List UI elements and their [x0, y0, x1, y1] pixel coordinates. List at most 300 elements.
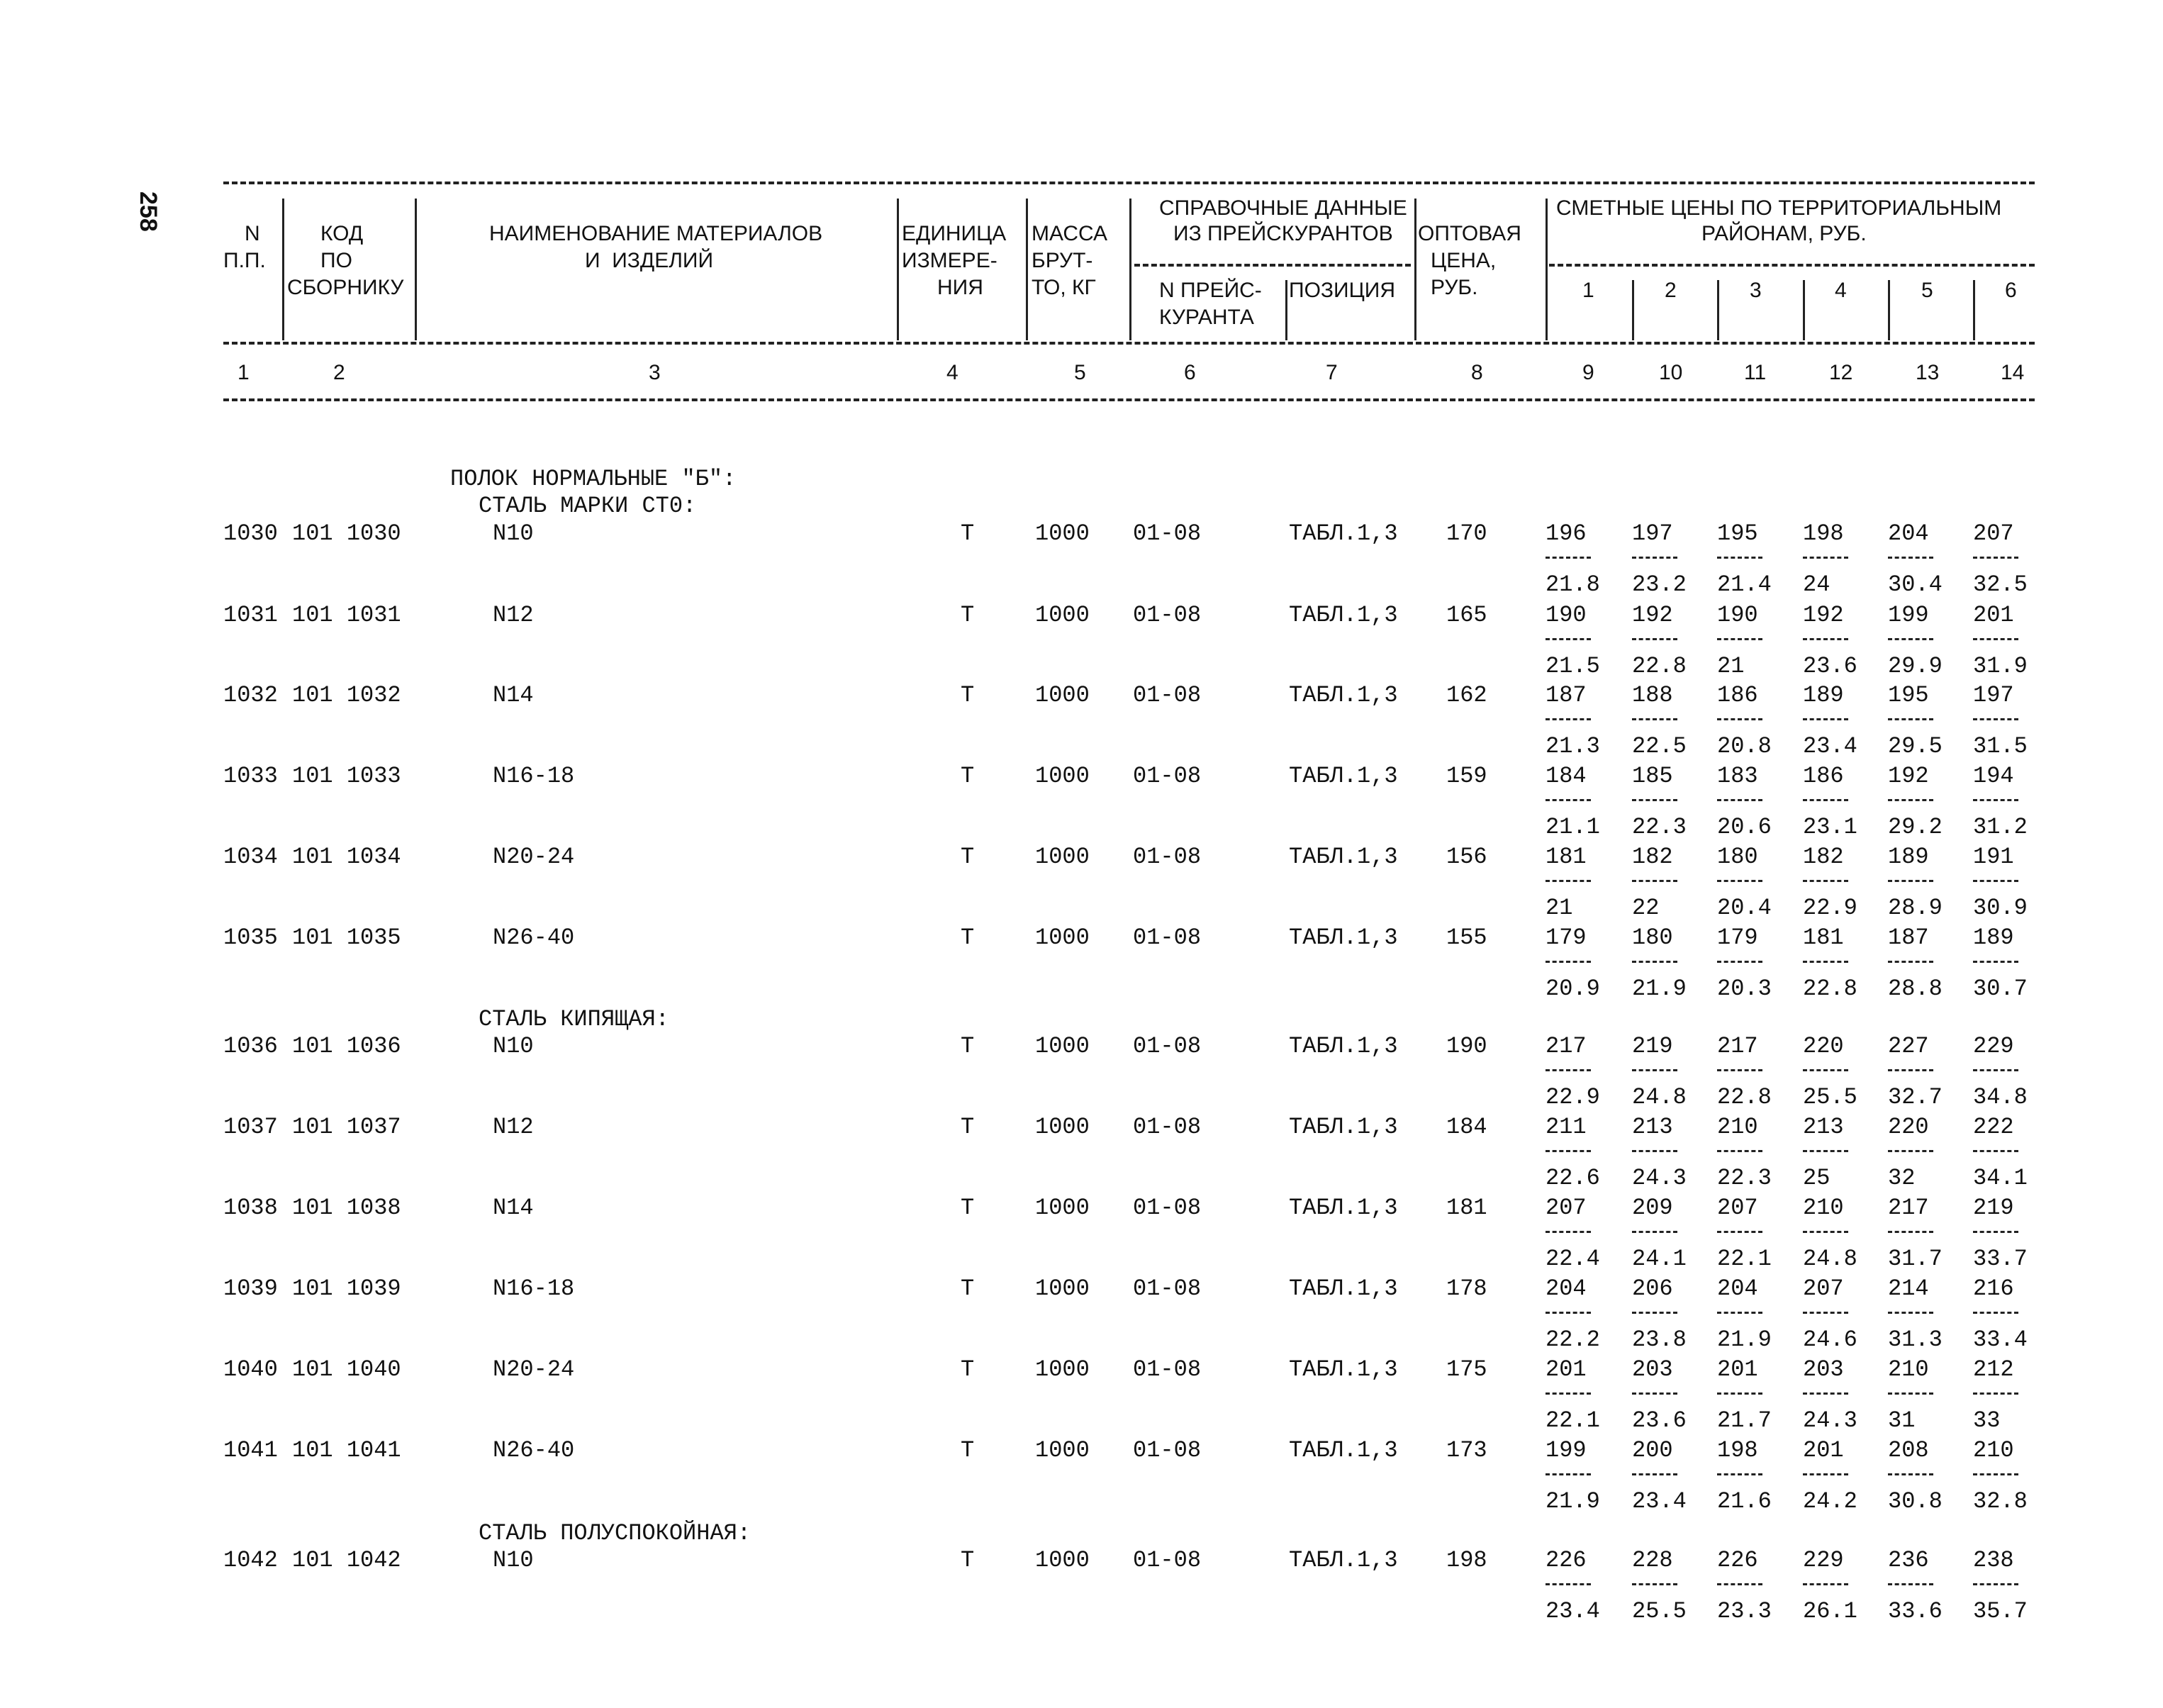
fraction-bar [1888, 1069, 1933, 1071]
region-price-bottom: 31 [1888, 1407, 1916, 1434]
region-price-bottom: 32.8 [1973, 1488, 2028, 1514]
header-np-line2: П.П. [223, 249, 266, 272]
fraction-bar [1973, 1150, 2018, 1152]
fraction-bar [1546, 1069, 1591, 1071]
region-price-top: 201 [1973, 602, 2014, 628]
row-pricelist: 01-08 [1133, 1356, 1202, 1383]
header-ref-line2: ИЗ ПРЕЙСКУРАНТОВ [1173, 222, 1393, 245]
row-wholesale-price: 156 [1446, 844, 1487, 870]
row-position: ТАБЛ.1,3 [1289, 844, 1398, 870]
fraction-bar [1717, 1312, 1762, 1314]
row-mass: 1000 [1035, 1195, 1090, 1221]
colnum-2: 2 [333, 361, 345, 384]
region-price-top: 212 [1973, 1356, 2014, 1383]
region-price-bottom: 29.5 [1888, 733, 1943, 759]
region-price-top: 195 [1717, 520, 1758, 547]
region-price-top: 196 [1546, 520, 1587, 547]
fraction-bar [1973, 799, 2018, 801]
row-unit: Т [961, 1114, 975, 1140]
header-name-line2: И ИЗДЕЛИЙ [585, 249, 714, 272]
region-price-bottom: 23.4 [1803, 733, 1857, 759]
region-price-top: 228 [1632, 1547, 1673, 1573]
row-number: 1033 [223, 763, 278, 789]
row-pricelist: 01-08 [1133, 1195, 1202, 1221]
row-mass: 1000 [1035, 682, 1090, 708]
fraction-bar [1546, 718, 1591, 720]
region-price-bottom: 20.6 [1717, 814, 1772, 840]
fraction-bar [1803, 799, 1848, 801]
row-code: 101 1034 [292, 844, 401, 870]
region-price-top: 192 [1632, 602, 1673, 628]
fraction-bar [1717, 961, 1762, 963]
row-name: N12 [493, 1114, 534, 1140]
region-price-bottom: 22.1 [1717, 1246, 1772, 1272]
region-price-top: 181 [1546, 844, 1587, 870]
region-price-bottom: 23.6 [1803, 653, 1857, 679]
region-price-top: 199 [1888, 602, 1929, 628]
fraction-bar [1546, 1312, 1591, 1314]
region-price-top: 208 [1888, 1437, 1929, 1463]
region-price-bottom: 21.6 [1717, 1488, 1772, 1514]
header-sep [415, 199, 417, 340]
region-price-bottom: 30.9 [1973, 895, 2028, 921]
fraction-bar [1803, 1473, 1848, 1475]
region-price-bottom: 21.4 [1717, 571, 1772, 598]
region-price-top: 190 [1717, 602, 1758, 628]
region-price-bottom: 22.3 [1632, 814, 1687, 840]
region-price-bottom: 24.6 [1803, 1327, 1857, 1353]
row-code: 101 1030 [292, 520, 401, 547]
row-name: N14 [493, 1195, 534, 1221]
header-mass-line1: МАССА [1032, 222, 1108, 245]
region-price-top: 204 [1546, 1276, 1587, 1302]
region-price-bottom: 21 [1546, 895, 1573, 921]
row-wholesale-price: 159 [1446, 763, 1487, 789]
fraction-bar [1803, 557, 1848, 559]
header-sep [1717, 280, 1719, 340]
fraction-bar [1546, 1392, 1591, 1395]
fraction-bar [1632, 880, 1677, 882]
fraction-bar [1973, 718, 2018, 720]
region-price-bottom: 22.6 [1546, 1165, 1600, 1191]
colnum-10: 10 [1659, 361, 1683, 384]
header-price-line3: РУБ. [1431, 276, 1478, 299]
fraction-bar [1888, 1473, 1933, 1475]
header-sep [1026, 199, 1028, 340]
fraction-bar [1546, 1231, 1591, 1233]
region-price-bottom: 20.8 [1717, 733, 1772, 759]
region-price-top: 200 [1632, 1437, 1673, 1463]
region-price-top: 179 [1717, 925, 1758, 951]
header-mass-line3: ТО, КГ [1032, 276, 1096, 299]
fraction-bar [1632, 718, 1677, 720]
row-pricelist: 01-08 [1133, 602, 1202, 628]
row-mass: 1000 [1035, 844, 1090, 870]
region-price-top: 184 [1546, 763, 1587, 789]
header-region-6: 6 [2005, 279, 2017, 302]
header-ref-n-line2: КУРАНТА [1159, 306, 1254, 329]
fraction-bar [1973, 961, 2018, 963]
row-pricelist: 01-08 [1133, 1033, 1202, 1059]
region-price-top: 213 [1632, 1114, 1673, 1140]
header-unit-line3: НИЯ [937, 276, 983, 299]
region-price-bottom: 22.3 [1717, 1165, 1772, 1191]
header-mid-rule [223, 342, 2035, 345]
header-sep [1888, 280, 1890, 340]
region-price-bottom: 23.1 [1803, 814, 1857, 840]
region-price-bottom: 31.9 [1973, 653, 2028, 679]
region-price-top: 204 [1888, 520, 1929, 547]
fraction-bar [1717, 1583, 1762, 1585]
header-ref-pos: ПОЗИЦИЯ [1289, 279, 1395, 302]
row-code: 101 1037 [292, 1114, 401, 1140]
colnum-9: 9 [1582, 361, 1594, 384]
region-price-bottom: 25.5 [1803, 1084, 1857, 1110]
header-kod-line2: ПО [320, 249, 352, 272]
region-price-top: 238 [1973, 1547, 2014, 1573]
fraction-bar [1888, 961, 1933, 963]
header-np-line1: N [245, 222, 260, 245]
region-price-top: 217 [1888, 1195, 1929, 1221]
fraction-bar [1717, 1069, 1762, 1071]
region-price-bottom: 31.5 [1973, 733, 2028, 759]
fraction-bar [1888, 1231, 1933, 1233]
region-price-top: 195 [1888, 682, 1929, 708]
region-price-top: 189 [1973, 925, 2014, 951]
region-price-bottom: 22.4 [1546, 1246, 1600, 1272]
fraction-bar [1717, 1150, 1762, 1152]
row-pricelist: 01-08 [1133, 1437, 1202, 1463]
fraction-bar [1632, 1583, 1677, 1585]
fraction-bar [1803, 1069, 1848, 1071]
region-price-bottom: 23.8 [1632, 1327, 1687, 1353]
region-price-top: 210 [1717, 1114, 1758, 1140]
region-price-top: 229 [1973, 1033, 2014, 1059]
row-mass: 1000 [1035, 520, 1090, 547]
region-price-bottom: 32 [1888, 1165, 1916, 1191]
region-price-bottom: 20.9 [1546, 976, 1600, 1002]
region-price-top: 198 [1803, 520, 1844, 547]
region-price-bottom: 21.8 [1546, 571, 1600, 598]
region-price-top: 187 [1888, 925, 1929, 951]
region-price-bottom: 28.8 [1888, 976, 1943, 1002]
fraction-bar [1888, 1312, 1933, 1314]
region-price-top: 199 [1546, 1437, 1587, 1463]
row-position: ТАБЛ.1,3 [1289, 763, 1398, 789]
region-price-bottom: 26.1 [1803, 1598, 1857, 1624]
fraction-bar [1888, 880, 1933, 882]
region-price-bottom: 33.6 [1888, 1598, 1943, 1624]
row-wholesale-price: 155 [1446, 925, 1487, 951]
header-sep [1129, 199, 1131, 340]
region-price-bottom: 35.7 [1973, 1598, 2028, 1624]
row-unit: Т [961, 520, 975, 547]
region-price-bottom: 24 [1803, 571, 1831, 598]
colnum-11: 11 [1744, 361, 1767, 384]
header-sep [1285, 280, 1287, 340]
header-sep [1803, 280, 1805, 340]
row-code: 101 1036 [292, 1033, 401, 1059]
header-region-2: 2 [1665, 279, 1677, 302]
row-number: 1040 [223, 1356, 278, 1383]
row-mass: 1000 [1035, 1547, 1090, 1573]
row-code: 101 1040 [292, 1356, 401, 1383]
region-price-bottom: 24.3 [1803, 1407, 1857, 1434]
region-price-top: 209 [1632, 1195, 1673, 1221]
fraction-bar [1546, 880, 1591, 882]
row-position: ТАБЛ.1,3 [1289, 520, 1398, 547]
fraction-bar [1632, 1069, 1677, 1071]
row-unit: Т [961, 682, 975, 708]
region-price-top: 192 [1888, 763, 1929, 789]
region-price-bottom: 33.7 [1973, 1246, 2028, 1272]
fraction-bar [1632, 1312, 1677, 1314]
row-number: 1042 [223, 1547, 278, 1573]
region-price-top: 227 [1888, 1033, 1929, 1059]
region-price-top: 187 [1546, 682, 1587, 708]
fraction-bar [1717, 1473, 1762, 1475]
row-number: 1041 [223, 1437, 278, 1463]
row-position: ТАБЛ.1,3 [1289, 682, 1398, 708]
region-price-bottom: 30.7 [1973, 976, 2028, 1002]
region-price-bottom: 23.4 [1632, 1488, 1687, 1514]
row-position: ТАБЛ.1,3 [1289, 1276, 1398, 1302]
colnum-4: 4 [946, 361, 958, 384]
region-price-bottom: 24.2 [1803, 1488, 1857, 1514]
row-wholesale-price: 175 [1446, 1356, 1487, 1383]
row-number: 1034 [223, 844, 278, 870]
row-unit: Т [961, 925, 975, 951]
region-price-top: 219 [1632, 1033, 1673, 1059]
row-name: N10 [493, 1547, 534, 1573]
fraction-bar [1888, 557, 1933, 559]
region-price-top: 207 [1546, 1195, 1587, 1221]
region-price-bottom: 22.8 [1632, 653, 1687, 679]
row-pricelist: 01-08 [1133, 1114, 1202, 1140]
row-wholesale-price: 190 [1446, 1033, 1487, 1059]
row-code: 101 1032 [292, 682, 401, 708]
region-price-top: 216 [1973, 1276, 2014, 1302]
region-price-top: 188 [1632, 682, 1673, 708]
region-price-bottom: 30.4 [1888, 571, 1943, 598]
colnum-14: 14 [2001, 361, 2025, 384]
fraction-bar [1546, 557, 1591, 559]
region-price-bottom: 22.9 [1546, 1084, 1600, 1110]
row-name: N26-40 [493, 1437, 575, 1463]
row-pricelist: 01-08 [1133, 682, 1202, 708]
row-position: ТАБЛ.1,3 [1289, 602, 1398, 628]
fraction-bar [1973, 557, 2018, 559]
region-price-top: 210 [1803, 1195, 1844, 1221]
region-price-bottom: 33.4 [1973, 1327, 2028, 1353]
fraction-bar [1803, 961, 1848, 963]
region-price-top: 213 [1803, 1114, 1844, 1140]
fraction-bar [1888, 1392, 1933, 1395]
region-price-bottom: 22.1 [1546, 1407, 1600, 1434]
row-name: N16-18 [493, 763, 575, 789]
fraction-bar [1632, 799, 1677, 801]
region-price-top: 220 [1803, 1033, 1844, 1059]
fraction-bar [1973, 1312, 2018, 1314]
row-code: 101 1031 [292, 602, 401, 628]
region-price-top: 219 [1973, 1195, 2014, 1221]
row-mass: 1000 [1035, 763, 1090, 789]
header-price-line1: ОПТОВАЯ [1418, 222, 1521, 245]
row-wholesale-price: 170 [1446, 520, 1487, 547]
header-regions-line2: РАЙОНАМ, РУБ. [1701, 222, 1867, 245]
row-unit: Т [961, 1033, 975, 1059]
region-price-top: 198 [1717, 1437, 1758, 1463]
region-price-top: 217 [1717, 1033, 1758, 1059]
region-price-bottom: 23.3 [1717, 1598, 1772, 1624]
header-top-rule [223, 182, 2035, 184]
region-price-top: 190 [1546, 602, 1587, 628]
colnum-1: 1 [237, 361, 250, 384]
region-price-bottom: 24.1 [1632, 1246, 1687, 1272]
row-number: 1037 [223, 1114, 278, 1140]
region-price-top: 207 [1803, 1276, 1844, 1302]
region-price-bottom: 25.5 [1632, 1598, 1687, 1624]
row-mass: 1000 [1035, 1114, 1090, 1140]
region-price-bottom: 20.4 [1717, 895, 1772, 921]
fraction-bar [1803, 880, 1848, 882]
row-number: 1035 [223, 925, 278, 951]
row-mass: 1000 [1035, 1033, 1090, 1059]
region-price-top: 180 [1632, 925, 1673, 951]
fraction-bar [1546, 638, 1591, 640]
row-name: N10 [493, 1033, 534, 1059]
row-mass: 1000 [1035, 1276, 1090, 1302]
region-price-bottom: 21.9 [1546, 1488, 1600, 1514]
header-sep [897, 199, 899, 340]
fraction-bar [1888, 1150, 1933, 1152]
row-unit: Т [961, 1547, 975, 1573]
header-region-4: 4 [1835, 279, 1847, 302]
row-position: ТАБЛ.1,3 [1289, 1437, 1398, 1463]
region-price-top: 236 [1888, 1547, 1929, 1573]
fraction-bar [1717, 1231, 1762, 1233]
fraction-bar [1717, 1392, 1762, 1395]
fraction-bar [1632, 1392, 1677, 1395]
row-number: 1030 [223, 520, 278, 547]
row-unit: Т [961, 1276, 975, 1302]
row-unit: Т [961, 1356, 975, 1383]
fraction-bar [1973, 1231, 2018, 1233]
region-price-bottom: 21.5 [1546, 653, 1600, 679]
row-name: N26-40 [493, 925, 575, 951]
row-code: 101 1042 [292, 1547, 401, 1573]
row-unit: Т [961, 844, 975, 870]
row-number: 1031 [223, 602, 278, 628]
region-price-top: 182 [1803, 844, 1844, 870]
colnum-8: 8 [1471, 361, 1483, 384]
header-ref-line1: СПРАВОЧНЫЕ ДАННЫЕ [1159, 196, 1407, 220]
region-price-bottom: 21.3 [1546, 733, 1600, 759]
region-price-top: 189 [1888, 844, 1929, 870]
region-price-bottom: 28.9 [1888, 895, 1943, 921]
fraction-bar [1546, 1473, 1591, 1475]
page-number: 258 [135, 191, 162, 232]
colnum-6: 6 [1184, 361, 1196, 384]
region-price-bottom: 23.2 [1632, 571, 1687, 598]
region-price-bottom: 31.2 [1973, 814, 2028, 840]
header-unit-line1: ЕДИНИЦА [902, 222, 1007, 245]
fraction-bar [1632, 1150, 1677, 1152]
row-pricelist: 01-08 [1133, 520, 1202, 547]
region-price-top: 214 [1888, 1276, 1929, 1302]
header-region-1: 1 [1582, 279, 1594, 302]
fraction-bar [1717, 799, 1762, 801]
header-kod-line1: КОД [320, 222, 364, 245]
region-price-bottom: 22.8 [1717, 1084, 1772, 1110]
region-price-top: 222 [1973, 1114, 2014, 1140]
row-name: N20-24 [493, 844, 575, 870]
fraction-bar [1717, 638, 1762, 640]
region-price-top: 229 [1803, 1547, 1844, 1573]
region-price-bottom: 22.8 [1803, 976, 1857, 1002]
header-ref-n-line1: N ПРЕЙС- [1159, 279, 1262, 302]
region-price-top: 201 [1546, 1356, 1587, 1383]
row-code: 101 1035 [292, 925, 401, 951]
region-price-bottom: 32.7 [1888, 1084, 1943, 1110]
colnum-3: 3 [649, 361, 661, 384]
fraction-bar [1632, 1231, 1677, 1233]
region-price-top: 186 [1803, 763, 1844, 789]
fraction-bar [1973, 1583, 2018, 1585]
region-price-bottom: 23.4 [1546, 1598, 1600, 1624]
region-price-top: 220 [1888, 1114, 1929, 1140]
row-wholesale-price: 181 [1446, 1195, 1487, 1221]
region-price-bottom: 24.3 [1632, 1165, 1687, 1191]
header-region-3: 3 [1750, 279, 1762, 302]
colnum-5: 5 [1074, 361, 1086, 384]
region-price-bottom: 20.3 [1717, 976, 1772, 1002]
fraction-bar [1803, 1583, 1848, 1585]
region-price-bottom: 22.5 [1632, 733, 1687, 759]
region-price-top: 210 [1973, 1437, 2014, 1463]
region-price-bottom: 34.8 [1973, 1084, 2028, 1110]
fraction-bar [1717, 557, 1762, 559]
region-price-top: 207 [1717, 1195, 1758, 1221]
group-header-semikilled: СТАЛЬ ПОЛУСПОКОЙНАЯ: [479, 1520, 751, 1546]
region-price-top: 206 [1632, 1276, 1673, 1302]
row-code: 101 1033 [292, 763, 401, 789]
fraction-bar [1546, 1583, 1591, 1585]
fraction-bar [1632, 961, 1677, 963]
region-price-bottom: 33 [1973, 1407, 2001, 1434]
row-name: N10 [493, 520, 534, 547]
fraction-bar [1888, 718, 1933, 720]
fraction-bar [1803, 1150, 1848, 1152]
fraction-bar [1717, 880, 1762, 882]
region-price-bottom: 34.1 [1973, 1165, 2028, 1191]
group-header-boiling: СТАЛЬ КИПЯЩАЯ: [479, 1006, 669, 1032]
row-mass: 1000 [1035, 1437, 1090, 1463]
row-wholesale-price: 184 [1446, 1114, 1487, 1140]
region-price-bottom: 22.2 [1546, 1327, 1600, 1353]
region-price-top: 179 [1546, 925, 1587, 951]
region-price-bottom: 21.9 [1717, 1327, 1772, 1353]
fraction-bar [1632, 1473, 1677, 1475]
row-position: ТАБЛ.1,3 [1289, 1033, 1398, 1059]
group-header-st0: СТАЛЬ МАРКИ СТ0: [479, 493, 697, 519]
region-price-top: 201 [1803, 1437, 1844, 1463]
row-wholesale-price: 198 [1446, 1547, 1487, 1573]
region-price-top: 217 [1546, 1033, 1587, 1059]
row-wholesale-price: 178 [1446, 1276, 1487, 1302]
row-wholesale-price: 162 [1446, 682, 1487, 708]
region-price-bottom: 31.7 [1888, 1246, 1943, 1272]
